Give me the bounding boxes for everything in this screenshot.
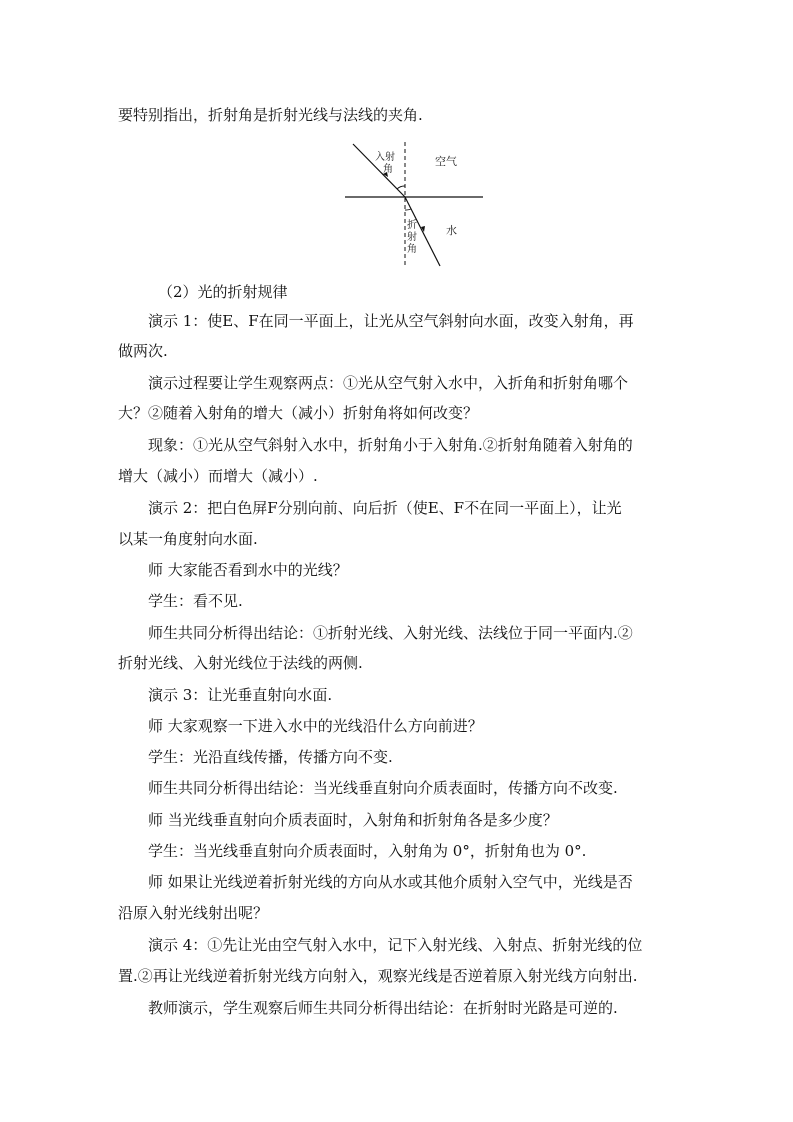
- student-answer-3: 学生：当光线垂直射向介质表面时，入射角为 0°，折射角也为 0°.: [148, 842, 587, 860]
- student-answer-1: 学生：看不见.: [148, 592, 243, 610]
- final-conclusion: 教师演示，学生观察后师生共同分析得出结论：在折射时光路是可逆的.: [148, 999, 618, 1017]
- teacher-question-1: 师 大家能否看到水中的光线？: [148, 561, 348, 579]
- intro-paragraph: 要特别指出，折射角是折射光线与法线的夹角.: [118, 106, 423, 124]
- phenomenon-line1: 现象：①光从空气斜射入水中，折射角小于入射角.②折射角随着入射角的: [148, 436, 633, 454]
- demo1-line1: 演示 1：使E、F在同一平面上，让光从空气斜射向水面，改变入射角，再: [148, 312, 634, 330]
- refraction-diagram: [335, 138, 495, 270]
- refraction-angle-arc: [405, 209, 411, 210]
- conclusion1-line1: 师生共同分析得出结论：①折射光线、入射光线、法线位于同一平面内.②: [148, 624, 633, 642]
- water-label: 水: [446, 224, 457, 237]
- demo4-line1: 演示 4：①先让光由空气射入水中，记下入射光线、入射点、折射光线的位: [148, 936, 643, 954]
- refraction-diagram-svg: [335, 138, 495, 270]
- teacher-question-4-line2: 沿原入射光线射出呢？: [118, 904, 269, 922]
- phenomenon-line2: 增大（减小）而增大（减小）.: [118, 467, 318, 485]
- air-label: 空气: [435, 155, 457, 168]
- teacher-question-3: 师 当光线垂直射向介质表面时，入射角和折射角各是多少度？: [148, 811, 558, 829]
- teacher-question-2: 师 大家观察一下进入水中的光线沿什么方向前进？: [148, 717, 483, 735]
- refraction-angle-label-3: 角: [407, 244, 417, 255]
- conclusion2: 师生共同分析得出结论：当光线垂直射向介质表面时，传播方向不改变.: [148, 779, 618, 797]
- section-title: （2）光的折射规律: [158, 283, 288, 301]
- demo4-line2: 置.②再让光线逆着折射光线方向射入，观察光线是否逆着原入射光线方向射出.: [118, 967, 638, 985]
- demo3: 演示 3：让光垂直射向水面.: [148, 686, 333, 704]
- conclusion1-line2: 折射光线、入射光线位于法线的两侧.: [118, 654, 363, 672]
- observe-line1: 演示过程要让学生观察两点：①光从空气射入水中，入折角和折射角哪个: [148, 374, 629, 392]
- refraction-angle-label-2: 射: [407, 232, 417, 243]
- teacher-question-4-line1: 师 如果让光线逆着折射光线的方向从水或其他介质射入空气中，光线是否: [148, 873, 633, 891]
- incident-angle-label-1: 入射: [375, 152, 395, 163]
- demo2-line1: 演示 2：把白色屏F分别向前、向后折（使E、F不在同一平面上），让光: [148, 499, 622, 517]
- demo1-line2: 做两次.: [118, 342, 168, 360]
- observe-line2: 大？②随着入射角的增大（减小）折射角将如何改变？: [118, 404, 479, 422]
- incident-angle-label-2: 角: [383, 164, 393, 175]
- student-answer-2: 学生：光沿直线传播，传播方向不变.: [148, 748, 393, 766]
- refraction-angle-label-1: 折: [407, 220, 417, 231]
- incident-angle-arc: [397, 186, 405, 189]
- demo2-line2: 以某一角度射向水面.: [118, 530, 258, 548]
